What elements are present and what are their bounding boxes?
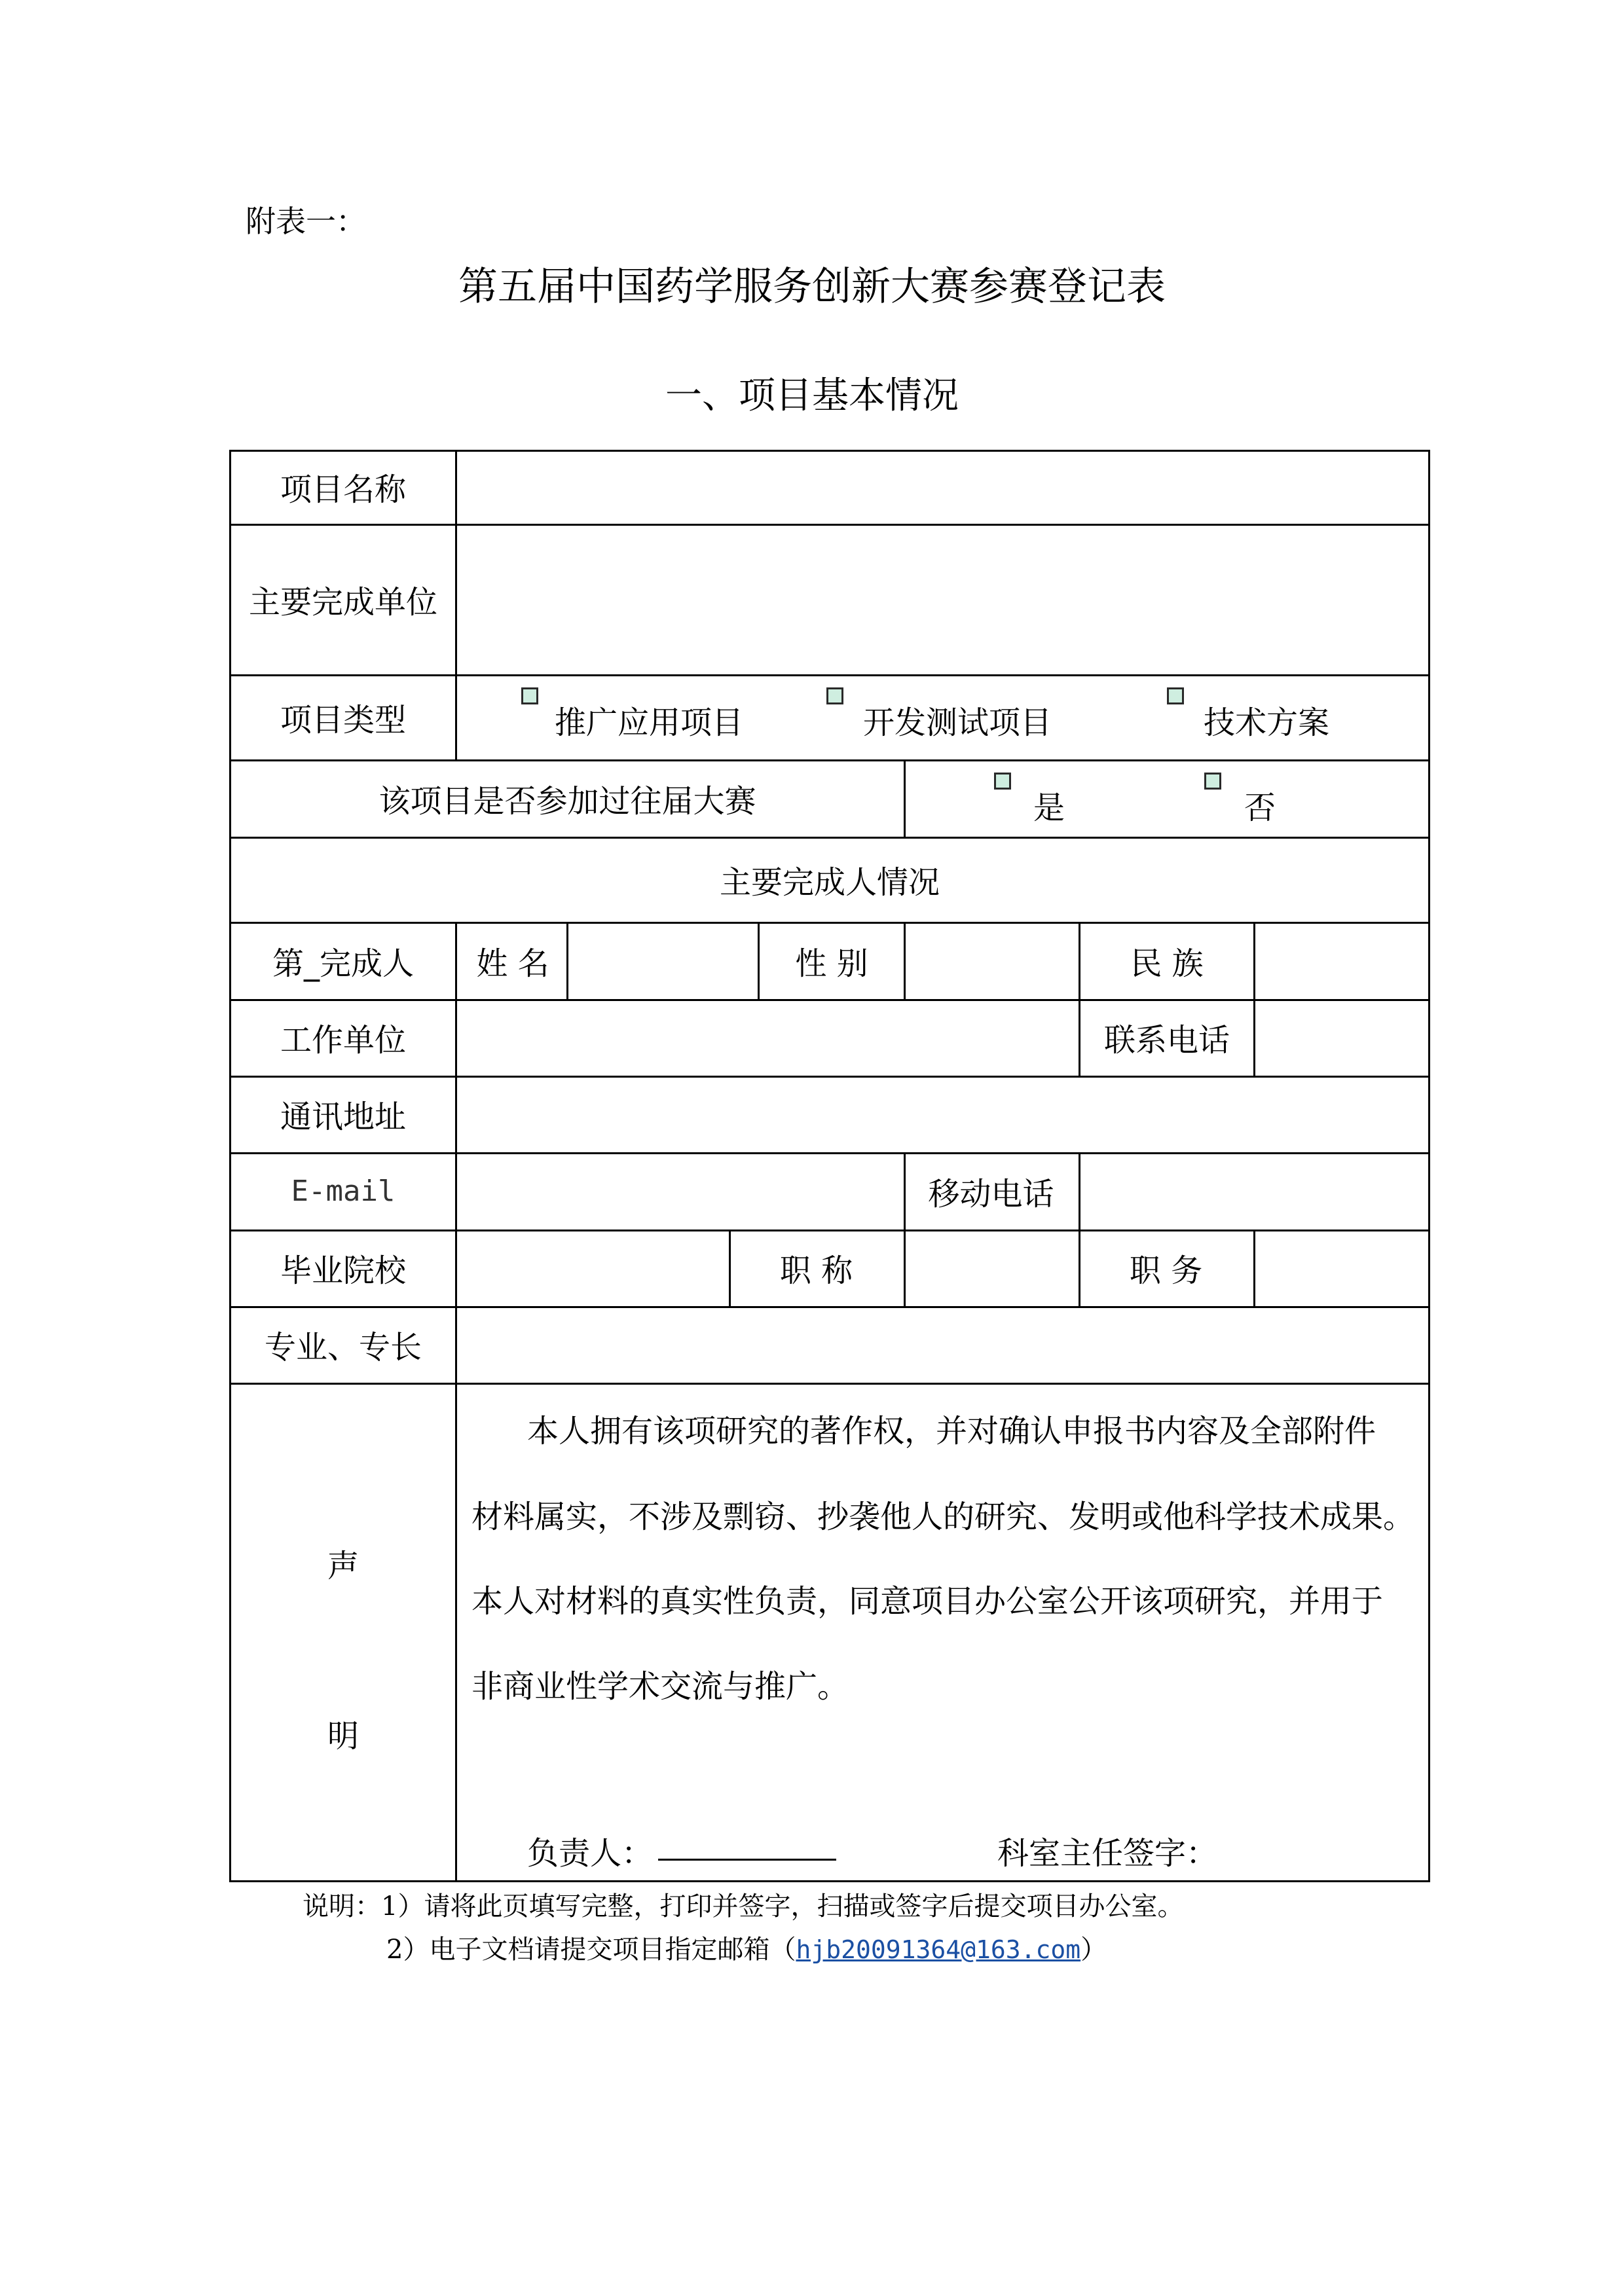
name-label: 姓 名	[476, 945, 549, 982]
registration-form-table	[229, 450, 1430, 1882]
declaration-line: 材料属实，不涉及剽窃、抄袭他人的研究、发明或他科学技术成果。	[471, 1499, 1415, 1535]
attachment-label: 附表一：	[246, 204, 366, 239]
contact-phone-label: 联系电话	[1103, 1022, 1230, 1059]
person-rank-label: 第_完成人	[272, 945, 414, 982]
note-2	[386, 1929, 1107, 1966]
declaration-line: 非商业性学术交流与推广。	[471, 1668, 849, 1705]
director-signature-label: 科室主任签字：	[997, 1835, 1218, 1872]
email-label: E-mail	[291, 1174, 396, 1208]
option-promotion-label: 推广应用项目	[555, 704, 744, 741]
yes-label: 是	[1033, 790, 1065, 826]
specialty-label: 专业、专长	[264, 1329, 422, 1366]
address-label: 通讯地址	[280, 1099, 406, 1135]
name-field[interactable]	[568, 924, 758, 999]
declaration-label-bottom: 明	[327, 1717, 359, 1755]
address-field[interactable]	[457, 1078, 1428, 1152]
main-person-header: 主要完成人情况	[719, 864, 940, 901]
checkbox-tech-plan[interactable]	[1167, 687, 1184, 704]
checkbox-promotion[interactable]	[521, 687, 538, 704]
section-title: 一、项目基本情况	[665, 374, 959, 417]
checkbox-yes[interactable]	[994, 773, 1011, 790]
ethnicity-label: 民 族	[1130, 945, 1204, 982]
gender-field[interactable]	[906, 924, 1079, 999]
note-1: 说明：1）请将此页填写完整，打印并签字，扫描或签字后提交项目办公室。	[303, 1891, 1184, 1922]
title-field[interactable]	[906, 1231, 1079, 1306]
project-name-label: 项目名称	[280, 471, 406, 508]
email-link[interactable]: hjb20091364@163.com	[796, 1935, 1081, 1964]
declaration-line: 本人对材料的真实性负责，同意项目办公室公开该项研究，并用于	[471, 1583, 1384, 1620]
mobile-label: 移动电话	[928, 1175, 1054, 1212]
table-border	[1428, 450, 1430, 1882]
ethnicity-field[interactable]	[1255, 924, 1428, 999]
work-unit-label: 工作单位	[280, 1022, 406, 1059]
row-divider	[229, 1383, 1430, 1385]
responsible-person-label: 负责人：	[527, 1835, 654, 1872]
school-label: 毕业院校	[280, 1252, 406, 1289]
contact-phone-field[interactable]	[1255, 1001, 1428, 1076]
prior-participation-label: 该项目是否参加过往届大赛	[378, 782, 756, 820]
position-label: 职 务	[1129, 1252, 1203, 1289]
option-tech-plan-label: 技术方案	[1204, 704, 1330, 741]
note-2-prefix: 2）电子文档请提交项目指定邮箱（	[386, 1935, 796, 1965]
work-unit-field[interactable]	[457, 1001, 1079, 1076]
specialty-field[interactable]	[457, 1308, 1428, 1383]
declaration-line: 本人拥有该项研究的著作权，并对确认申报书内容及全部附件	[527, 1413, 1376, 1449]
gender-label: 性 别	[795, 945, 868, 982]
option-development-label: 开发测试项目	[863, 704, 1052, 741]
project-name-field[interactable]	[457, 452, 1428, 524]
declaration-label-top: 声	[327, 1547, 359, 1584]
note-2-suffix: ）	[1080, 1935, 1107, 1965]
checkbox-no[interactable]	[1204, 773, 1221, 790]
main-unit-field[interactable]	[457, 526, 1428, 674]
mobile-field[interactable]	[1080, 1154, 1428, 1230]
responsible-signature-line[interactable]	[658, 1859, 836, 1861]
title-label: 职 称	[779, 1252, 853, 1289]
checkbox-development[interactable]	[826, 687, 843, 704]
form-title: 第五届中国药学服务创新大赛参赛登记表	[458, 264, 1166, 310]
email-field[interactable]	[457, 1154, 904, 1230]
position-field[interactable]	[1255, 1231, 1428, 1306]
main-unit-label: 主要完成单位	[248, 583, 437, 621]
table-border	[229, 1880, 1430, 1882]
project-type-label: 项目类型	[280, 701, 406, 738]
no-label: 否	[1244, 790, 1276, 826]
school-field[interactable]	[457, 1231, 729, 1306]
